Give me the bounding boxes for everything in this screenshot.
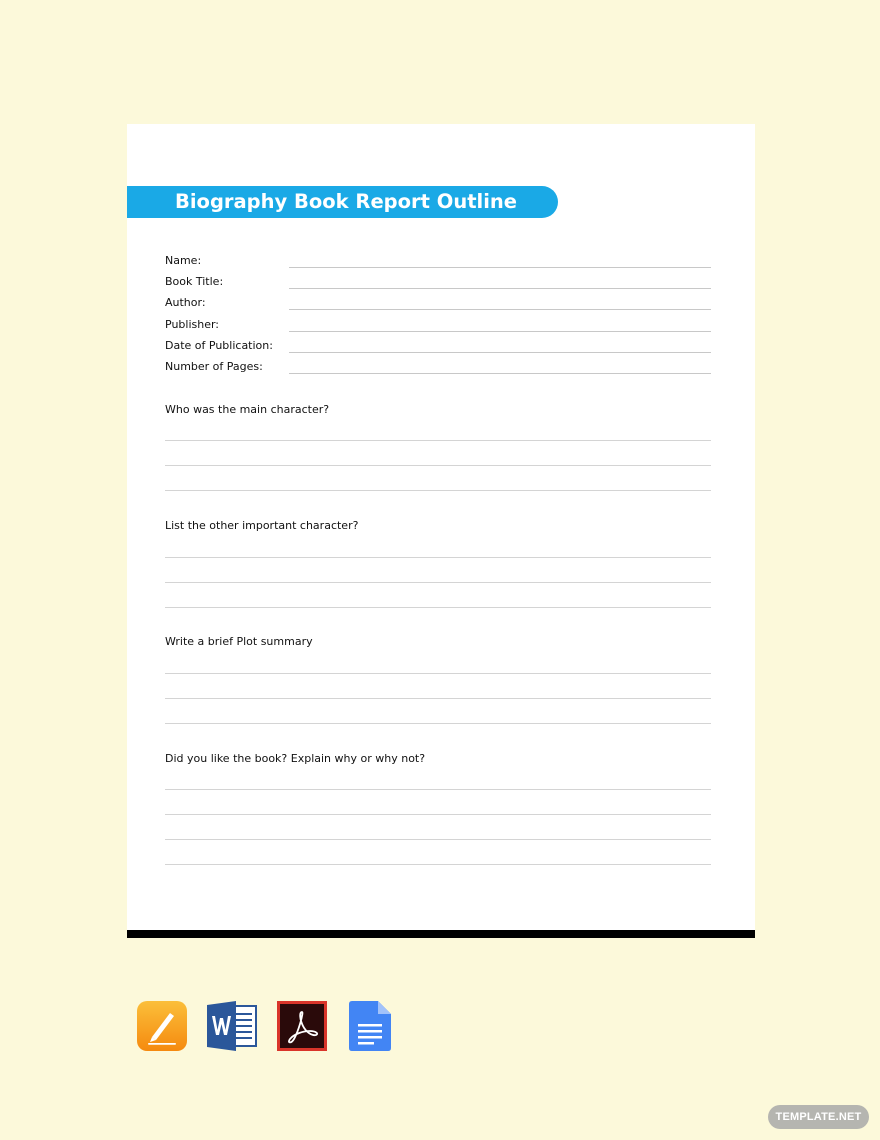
field-label: Name: <box>165 254 202 267</box>
answer-line <box>165 839 711 840</box>
answer-line <box>165 814 711 815</box>
question-main-character: Who was the main character? <box>165 403 330 416</box>
document-page <box>127 124 755 930</box>
question-opinion: Did you like the book? Explain why or why not? <box>165 752 426 765</box>
answer-line <box>165 864 711 865</box>
google-docs-icon[interactable] <box>346 1000 398 1052</box>
answer-line <box>165 607 711 608</box>
question-other-characters: List the other important character? <box>165 519 359 532</box>
field-label: Author: <box>165 296 206 309</box>
field-author <box>165 296 711 316</box>
field-line <box>289 352 711 353</box>
word-icon[interactable] <box>206 1000 258 1052</box>
field-book-title <box>165 275 711 295</box>
question-plot-summary: Write a brief Plot summary <box>165 635 313 648</box>
answer-line <box>165 582 711 583</box>
field-line <box>289 331 711 332</box>
pages-icon[interactable] <box>136 1000 188 1052</box>
template-net-badge[interactable]: TEMPLATE.NET <box>768 1105 869 1129</box>
field-line <box>289 309 711 310</box>
field-line <box>289 373 711 374</box>
answer-line <box>165 673 711 674</box>
field-date-of-publication <box>165 339 711 359</box>
field-line <box>289 288 711 289</box>
field-label: Date of Publication: <box>165 339 273 352</box>
field-line <box>289 267 711 268</box>
field-publisher <box>165 318 711 338</box>
field-name <box>165 254 711 274</box>
answer-line <box>165 698 711 699</box>
field-label: Number of Pages: <box>165 360 263 373</box>
answer-line <box>165 465 711 466</box>
answer-line <box>165 723 711 724</box>
answer-line <box>165 557 711 558</box>
answer-line <box>165 440 711 441</box>
document-title: Biography Book Report Outline <box>175 190 518 213</box>
acrobat-icon[interactable] <box>276 1000 328 1052</box>
field-label: Publisher: <box>165 318 220 331</box>
answer-line <box>165 789 711 790</box>
answer-line <box>165 490 711 491</box>
field-number-of-pages <box>165 360 711 380</box>
document-bottom-border <box>127 930 755 938</box>
field-label: Book Title: <box>165 275 224 288</box>
title-banner <box>127 186 558 218</box>
